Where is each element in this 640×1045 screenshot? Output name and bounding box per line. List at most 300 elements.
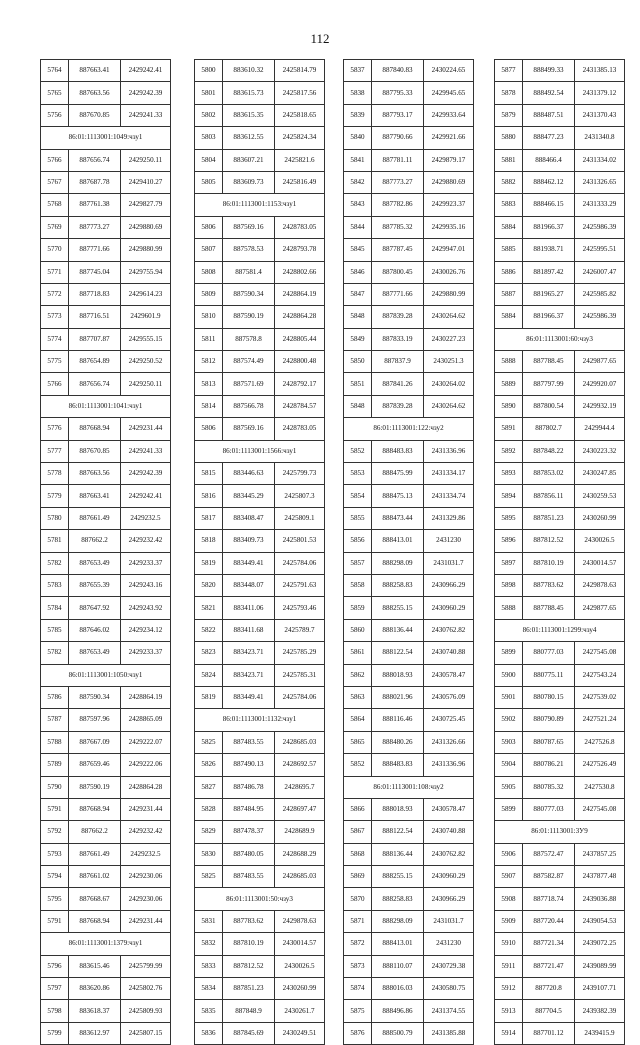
point-number: 5788 [41, 731, 69, 753]
point-number: 5884 [495, 216, 523, 238]
point-number: 5786 [41, 686, 69, 708]
coord-y: 2429947.01 [424, 239, 474, 261]
coord-x: 887704.5 [523, 1000, 575, 1022]
point-number: 5884 [495, 306, 523, 328]
point-number: 5838 [344, 82, 372, 104]
coord-y: 2429878.63 [575, 574, 625, 596]
coord-y: 2429222.07 [121, 731, 171, 753]
point-number: 5880 [495, 127, 523, 149]
coord-x: 883409.73 [223, 530, 275, 552]
table-row [344, 261, 474, 283]
coord-y: 2439415.9 [575, 1022, 625, 1044]
table-row [195, 776, 325, 798]
point-number: 5803 [195, 127, 223, 149]
point-number: 5904 [495, 754, 523, 776]
table-row [41, 328, 171, 350]
coord-y: 2425793.46 [275, 597, 325, 619]
coord-x: 888492.54 [523, 82, 575, 104]
coord-x: 887578.8 [223, 328, 275, 350]
coord-y: 2430740.88 [424, 642, 474, 664]
table-row [495, 239, 625, 261]
coord-y: 2429877.65 [575, 597, 625, 619]
table-row [495, 306, 625, 328]
table-row [41, 530, 171, 552]
coord-y: 2427521.24 [575, 709, 625, 731]
point-number: 5860 [344, 619, 372, 641]
point-number: 5822 [195, 619, 223, 641]
coord-y: 2430264.62 [424, 306, 474, 328]
point-number: 5912 [495, 978, 523, 1000]
table-row [495, 60, 625, 82]
table-row [344, 507, 474, 529]
coord-x: 887810.19 [523, 552, 575, 574]
table-row [495, 216, 625, 238]
table-row [344, 798, 474, 820]
point-number: 5805 [195, 171, 223, 193]
point-number: 5852 [344, 440, 372, 462]
coord-x: 888258.83 [372, 574, 424, 596]
point-number: 5888 [495, 597, 523, 619]
coord-x: 887839.28 [372, 306, 424, 328]
coord-x: 887663.56 [69, 82, 121, 104]
table-row [195, 1000, 325, 1022]
point-number: 5775 [41, 351, 69, 373]
coord-x: 887574.49 [223, 351, 275, 373]
point-number: 5873 [344, 955, 372, 977]
coord-x: 887788.45 [523, 597, 575, 619]
table-row [495, 798, 625, 820]
table-row [344, 955, 474, 977]
coord-x: 883423.71 [223, 642, 275, 664]
table-row [495, 418, 625, 440]
coord-y: 2429232.5 [121, 843, 171, 865]
point-number: 5801 [195, 82, 223, 104]
point-number: 5848 [344, 395, 372, 417]
coord-y: 2431336.96 [424, 754, 474, 776]
coord-y: 2425985.82 [575, 283, 625, 305]
point-number: 5812 [195, 351, 223, 373]
point-number: 5854 [344, 485, 372, 507]
coord-x: 880777.03 [523, 642, 575, 664]
parcel-header-row [41, 933, 171, 955]
coord-y: 2429230.06 [121, 866, 171, 888]
coord-x: 887668.94 [69, 418, 121, 440]
coordinate-table-column-2 [194, 59, 325, 1045]
coord-x: 888475.13 [372, 485, 424, 507]
table-row [41, 463, 171, 485]
point-number: 5906 [495, 843, 523, 865]
coord-x: 887668.67 [69, 888, 121, 910]
coord-x: 887720.8 [523, 978, 575, 1000]
coord-y: 2428793.78 [275, 239, 325, 261]
point-number: 5768 [41, 194, 69, 216]
table-row [344, 530, 474, 552]
table-row [195, 149, 325, 171]
coord-x: 887707.87 [69, 328, 121, 350]
coord-y: 2428689.9 [275, 821, 325, 843]
point-number: 5848 [344, 306, 372, 328]
table-row [195, 261, 325, 283]
table-row [344, 60, 474, 82]
table-row [195, 619, 325, 641]
point-number: 5861 [344, 642, 372, 664]
coord-y: 2425802.76 [121, 978, 171, 1000]
table-row [195, 485, 325, 507]
point-number: 5872 [344, 933, 372, 955]
point-number: 5766 [41, 373, 69, 395]
coord-x: 883615.46 [69, 955, 121, 977]
coord-x: 887663.41 [69, 485, 121, 507]
coord-y: 2430264.02 [424, 373, 474, 395]
point-number: 5815 [195, 463, 223, 485]
point-number: 5774 [41, 328, 69, 350]
coord-y: 2427545.08 [575, 642, 625, 664]
table-row [495, 843, 625, 865]
coord-y: 2429921.66 [424, 127, 474, 149]
point-number: 5772 [41, 283, 69, 305]
table-row [41, 888, 171, 910]
table-row [41, 866, 171, 888]
point-number: 5793 [41, 843, 69, 865]
coord-y: 2425995.51 [575, 239, 625, 261]
coord-x: 887802.7 [523, 418, 575, 440]
parcel-cadastral-number: 86:01:1113001:1299:чзу4 [495, 619, 625, 641]
point-number: 5888 [495, 351, 523, 373]
point-number: 5877 [495, 60, 523, 82]
table-row [495, 373, 625, 395]
coord-x: 887771.66 [69, 239, 121, 261]
coord-y: 2429880.99 [424, 283, 474, 305]
coord-x: 888016.03 [372, 978, 424, 1000]
point-number: 5810 [195, 306, 223, 328]
table-row [344, 552, 474, 574]
coord-x: 887848.22 [523, 440, 575, 462]
table-row [195, 978, 325, 1000]
coord-y: 2425809.1 [275, 507, 325, 529]
point-number: 5914 [495, 1022, 523, 1044]
table-row [41, 731, 171, 753]
point-number: 5862 [344, 664, 372, 686]
coord-y: 2429250.11 [121, 373, 171, 395]
coord-y: 2430026.76 [424, 261, 474, 283]
table-row [41, 910, 171, 932]
table-row [41, 418, 171, 440]
point-number: 5767 [41, 171, 69, 193]
coord-y: 2431333.29 [575, 194, 625, 216]
coord-x: 881897.42 [523, 261, 575, 283]
coord-x: 888122.54 [372, 821, 424, 843]
coord-y: 2425818.65 [275, 104, 325, 126]
coord-y: 2428802.66 [275, 261, 325, 283]
coord-x: 883615.73 [223, 82, 275, 104]
coord-y: 2429242.41 [121, 485, 171, 507]
table-row [344, 373, 474, 395]
table-row [41, 485, 171, 507]
coord-y: 2430247.85 [575, 463, 625, 485]
coord-y: 2429243.92 [121, 597, 171, 619]
table-row [344, 351, 474, 373]
coord-x: 888298.09 [372, 552, 424, 574]
coord-x: 887670.85 [69, 440, 121, 462]
coord-x: 887655.39 [69, 574, 121, 596]
coord-x: 883612.97 [69, 1022, 121, 1044]
coord-y: 2431230 [424, 530, 474, 552]
coord-x: 883408.47 [223, 507, 275, 529]
table-row [495, 283, 625, 305]
parcel-cadastral-number: 86:01:1113001:1049:чзу1 [41, 127, 171, 149]
point-number: 5802 [195, 104, 223, 126]
point-number: 5829 [195, 821, 223, 843]
point-number: 5887 [495, 283, 523, 305]
point-number: 5816 [195, 485, 223, 507]
coord-y: 2428792.17 [275, 373, 325, 395]
coord-y: 2425824.34 [275, 127, 325, 149]
coord-x: 888475.99 [372, 463, 424, 485]
point-number: 5857 [344, 552, 372, 574]
coord-x: 883449.41 [223, 552, 275, 574]
coord-x: 887569.16 [223, 418, 275, 440]
table-row [195, 283, 325, 305]
point-number: 5849 [344, 328, 372, 350]
point-number: 5792 [41, 821, 69, 843]
coord-y: 2428783.05 [275, 216, 325, 238]
coord-y: 2439107.71 [575, 978, 625, 1000]
table-row [195, 127, 325, 149]
table-row [344, 82, 474, 104]
point-number: 5898 [495, 574, 523, 596]
coord-x: 887782.86 [372, 194, 424, 216]
coord-x: 883449.41 [223, 686, 275, 708]
table-row [195, 1022, 325, 1044]
table-row [41, 82, 171, 104]
coord-x: 880777.03 [523, 798, 575, 820]
table-row [495, 552, 625, 574]
table-row [41, 754, 171, 776]
point-number: 5791 [41, 798, 69, 820]
coord-y: 2425801.53 [275, 530, 325, 552]
coord-y: 2427545.08 [575, 798, 625, 820]
coord-x: 887837.9 [372, 351, 424, 373]
table-row [195, 843, 325, 865]
coord-y: 2439072.25 [575, 933, 625, 955]
coord-y: 2427526.8 [575, 731, 625, 753]
coord-x: 888255.15 [372, 597, 424, 619]
coord-x: 887851.23 [223, 978, 275, 1000]
coord-x: 888483.83 [372, 440, 424, 462]
coord-x: 887773.27 [69, 216, 121, 238]
coord-y: 2429232.42 [121, 530, 171, 552]
coord-x: 887572.47 [523, 843, 575, 865]
parcel-header-row [41, 127, 171, 149]
coord-y: 2439054.53 [575, 910, 625, 932]
point-number: 5769 [41, 216, 69, 238]
coord-y: 2429242.41 [121, 60, 171, 82]
coord-y: 2428784.57 [275, 395, 325, 417]
table-row [495, 507, 625, 529]
coord-y: 2439382.39 [575, 1000, 625, 1022]
coord-x: 883609.73 [223, 171, 275, 193]
point-number: 5886 [495, 261, 523, 283]
coord-y: 2429933.64 [424, 104, 474, 126]
point-number: 5830 [195, 843, 223, 865]
coord-x: 887483.55 [223, 866, 275, 888]
table-row [344, 843, 474, 865]
coord-y: 2430762.82 [424, 619, 474, 641]
point-number: 5833 [195, 955, 223, 977]
coord-x: 887800.45 [372, 261, 424, 283]
table-row [344, 306, 474, 328]
coord-y: 2431031.7 [424, 910, 474, 932]
coord-y: 2437877.48 [575, 866, 625, 888]
table-row [344, 328, 474, 350]
coord-y: 2428864.28 [275, 306, 325, 328]
coord-x: 887656.74 [69, 149, 121, 171]
point-number: 5825 [195, 866, 223, 888]
table-row [41, 104, 171, 126]
coord-x: 883612.55 [223, 127, 275, 149]
point-number: 5804 [195, 149, 223, 171]
table-row [195, 798, 325, 820]
coord-x: 887661.02 [69, 866, 121, 888]
point-number: 5797 [41, 978, 69, 1000]
coord-y: 2429879.17 [424, 149, 474, 171]
point-number: 5899 [495, 798, 523, 820]
page-number: 112 [310, 31, 330, 46]
table-row [41, 283, 171, 305]
table-row [495, 686, 625, 708]
coord-x: 888136.44 [372, 619, 424, 641]
point-number: 5874 [344, 978, 372, 1000]
parcel-header-row [195, 440, 325, 462]
point-number: 5831 [195, 910, 223, 932]
table-row [344, 888, 474, 910]
coordinate-table-column-4 [494, 59, 625, 1045]
coord-x: 887718.83 [69, 283, 121, 305]
point-number: 5881 [495, 149, 523, 171]
coord-x: 888018.93 [372, 798, 424, 820]
point-number: 5782 [41, 552, 69, 574]
table-row [344, 283, 474, 305]
point-number: 5783 [41, 574, 69, 596]
point-number: 5818 [195, 530, 223, 552]
point-number: 5819 [195, 552, 223, 574]
coord-y: 2430259.53 [575, 485, 625, 507]
point-number: 5847 [344, 283, 372, 305]
coord-y: 2429877.65 [575, 351, 625, 373]
coord-x: 881965.27 [523, 283, 575, 305]
table-row [495, 597, 625, 619]
coord-x: 888413.01 [372, 933, 424, 955]
coord-x: 887480.05 [223, 843, 275, 865]
coord-y: 2425807.15 [121, 1022, 171, 1044]
coord-y: 2429920.07 [575, 373, 625, 395]
point-number: 5766 [41, 149, 69, 171]
coord-x: 887795.33 [372, 82, 424, 104]
coord-y: 2428688.29 [275, 843, 325, 865]
table-row [344, 463, 474, 485]
coord-x: 887687.78 [69, 171, 121, 193]
point-number: 5795 [41, 888, 69, 910]
coord-y: 2428800.48 [275, 351, 325, 373]
coord-x: 888499.33 [523, 60, 575, 82]
point-number: 5834 [195, 978, 223, 1000]
coord-x: 887566.78 [223, 395, 275, 417]
parcel-header-row [495, 619, 625, 641]
coord-y: 2430580.75 [424, 978, 474, 1000]
coord-x: 887720.44 [523, 910, 575, 932]
coord-x: 887716.51 [69, 306, 121, 328]
table-row [195, 418, 325, 440]
table-row [195, 351, 325, 373]
point-number: 5794 [41, 866, 69, 888]
table-row [344, 574, 474, 596]
table-row [495, 910, 625, 932]
coord-x: 887788.45 [523, 351, 575, 373]
coord-y: 2430576.09 [424, 686, 474, 708]
coord-y: 2429880.99 [121, 239, 171, 261]
point-number: 5871 [344, 910, 372, 932]
coord-y: 2429234.12 [121, 619, 171, 641]
table-row [195, 328, 325, 350]
table-row [344, 597, 474, 619]
coord-y: 2429827.79 [121, 194, 171, 216]
table-row [41, 978, 171, 1000]
parcel-cadastral-number: 86:01:1113001:1566:чзу1 [195, 440, 325, 462]
point-number: 5782 [41, 642, 69, 664]
parcel-cadastral-number: 86:01:1113001:60:чзу3 [495, 328, 625, 350]
point-number: 5770 [41, 239, 69, 261]
coord-y: 2425821.6 [275, 149, 325, 171]
coord-y: 2430260.99 [575, 507, 625, 529]
parcel-header-row [495, 821, 625, 843]
table-row [495, 530, 625, 552]
point-number: 5777 [41, 440, 69, 462]
coord-y: 2428695.7 [275, 776, 325, 798]
point-number: 5808 [195, 261, 223, 283]
coord-x: 883411.68 [223, 619, 275, 641]
coord-y: 2429230.06 [121, 888, 171, 910]
coord-x: 888466.15 [523, 194, 575, 216]
point-number: 5876 [344, 1022, 372, 1044]
table-row [495, 351, 625, 373]
table-row [41, 686, 171, 708]
coord-x: 887569.16 [223, 216, 275, 238]
coord-y: 2429614.23 [121, 283, 171, 305]
point-number: 5895 [495, 507, 523, 529]
coord-x: 887478.37 [223, 821, 275, 843]
coord-x: 883618.37 [69, 1000, 121, 1022]
point-number: 5825 [195, 731, 223, 753]
point-number: 5832 [195, 933, 223, 955]
coord-y: 2430026.5 [575, 530, 625, 552]
coord-y: 2429231.44 [121, 418, 171, 440]
table-row [495, 440, 625, 462]
coord-y: 2425814.79 [275, 60, 325, 82]
coord-y: 2429243.16 [121, 574, 171, 596]
coord-x: 888496.86 [372, 1000, 424, 1022]
coord-x: 887662.2 [69, 530, 121, 552]
table-row [41, 552, 171, 574]
table-row [344, 978, 474, 1000]
point-number: 5821 [195, 597, 223, 619]
coord-x: 888110.07 [372, 955, 424, 977]
coord-y: 2429945.65 [424, 82, 474, 104]
coord-x: 880775.11 [523, 664, 575, 686]
coord-y: 2429232.5 [121, 507, 171, 529]
coord-y: 2430249.51 [275, 1022, 325, 1044]
table-row [41, 776, 171, 798]
coord-x: 887845.69 [223, 1022, 275, 1044]
